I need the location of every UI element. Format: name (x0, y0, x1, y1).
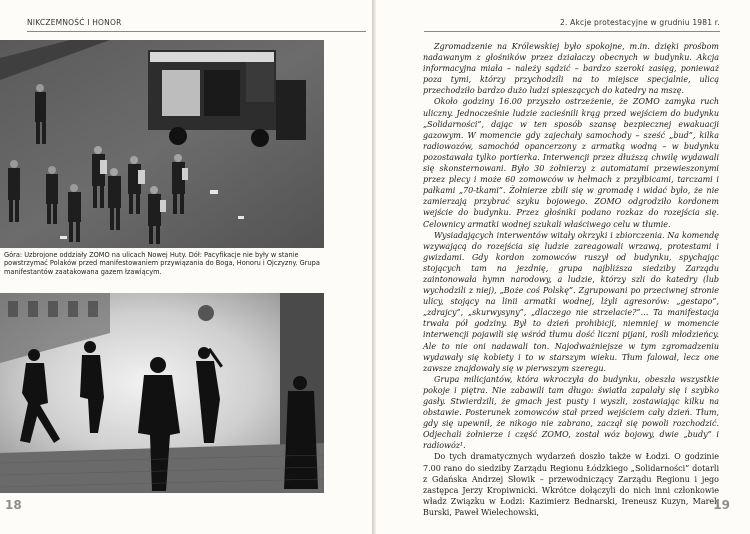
left-page (0, 0, 372, 534)
paragraph: Grupa milicjantów, która wkroczyła do budynku, obeszła wszystkie pokoje i piętra. Nie zabawili tam długo: światła zapalały się i szybko gasły. Stwierdzili, że gmach jest pusty i wyszli, zostawiając kilku na obstawie. Posterunek zomowców stał przed wejściem cały dzień. Tłum, gdy się upewnił, że nikogo nie zabrano, zaczął się powoli rozchodzić. Odjechali żołnierze i część ZOMO, został wóz bojowy, dwie „budy” i radiowóz¹. (423, 374, 719, 451)
header-rule-left (27, 31, 366, 32)
paragraph: Wysiadających interwentów witały okrzyki i zbiorczenia. Na komendę wzywającą do rozejścia się ludzie zareagowali wrzawą, protestami i gwizdami. Gdy kordon zomowców ruszył od budynku, spychając stojących tam na jezdnię, grupa najbliższa siedziby Zarządu zaintonowała hymn narodowy, a ludzie, którzy szli do katedry (lub wychodzili z niej), „Boże coś Polskę”. Zgrupowani po przeciwnej stronie ulicy, stojący na linii armatki wodnej, lżyli agresorów: „gestapo”, „zdrajcy”, „skurwysyny”, „dlaczego nie strzelacie?”… Ta manifestacja trwała pół godziny. Był to dzień prohibicji, niemniej w momencie interwencji pojawili się wśród tłumu dość liczni pijani, rośli młodzieńcy. Ale to nie oni nadawali ton. Najodważniejsze w tym zgromadzeniu wydawały się kobiety i to w starszym wieku. Tłum falował, lecz one zawsze znajdowały się w pierwszym szeregu. (423, 230, 719, 373)
header-rule-right (424, 31, 720, 32)
photo-zomo-troops (0, 40, 324, 248)
right-page (376, 0, 750, 534)
photo-tear-gas-protest (0, 293, 324, 493)
paragraph: Do tych dramatycznych wydarzeń doszło także w Łodzi. O godzinie 7.00 rano do siedziby Zarządu Regionu Łódzkiego „Solidarności” dotarli z Gdańska Andrzej Słowik – przewodniczący Zarządu Regionu i jego zastępca Jerzy Kropiwnicki. Wkrótce dołączyli do nich inni członkowie władz Związku w Łodzi: Kazimierz Bednarski, Ireneusz Kuzyn, Marek Burski, Paweł Wielechowski, (423, 452, 719, 517)
running-head-left: NIKCZEMNOŚĆ I HONOR (27, 18, 122, 27)
photo-caption: Góra: Uzbrojone oddziały ZOMO na ulicach Nowej Huty. Dół: Pacyfikacje nie były w stanie powstrzymać Polaków przed manifestowaniem przywiązania do Boga, Honoru i Ojczyzny. Grupa manifestantów zaatakowana gazem łzawiącym. (4, 251, 320, 276)
running-head-right: 2. Akcje protestacyjne w grudniu 1981 r. (560, 18, 720, 27)
paragraph: Zgromadzenie na Królewskiej było spokojne, m.in. dzięki prośbom nadawanym z głośników przez działaczy obecnych w budynku. Akcja informacyjna miała – należy sądzić – bardzo szeroki zasięg, ponieważ poza tymi, którzy przychodzili na to miejsce specjalnie, ulicą przechodziło bardzo dużo ludzi spieszących do katedry na mszę. (423, 42, 719, 96)
paragraph: Około godziny 16.00 przyszło ostrzeżenie, że ZOMO zamyka ruch uliczny. Jednocześnie ludzie zacieśnili krąg przed wejściem do budynku „Solidarności”, dając w ten sposób szansę bezpiecznej ewakuacji gazowym. W momencie gdy zajechały samochody – sześć „bud”, kilka radiowozów, samochód opancerzony z armatką wodną – w budynku pozostawała tylko portierka. Interwencji przez dłuższą chwilę wydawali się skonsternowani. Było 30 żołnierzy z automatami przewieszonymi przez plecy i może 60 zomowców w hełmach z przyłbicami, tarczami i pałkami „70-tkami”. Żołnierze zbili się w gromadę i widać było, że nie zamierzają przybrać szyku bojowego. ZOMO odgrodziło kordonem wejście do budynku. Przez głośniki podano rozkaz do rozejścia się. Celownicy armatki wodnej szukali właściwego celu w tłumie. (423, 97, 719, 229)
page-number-right: 19 (713, 498, 730, 512)
page-number-left: 18 (5, 498, 22, 512)
body-text (423, 41, 719, 518)
